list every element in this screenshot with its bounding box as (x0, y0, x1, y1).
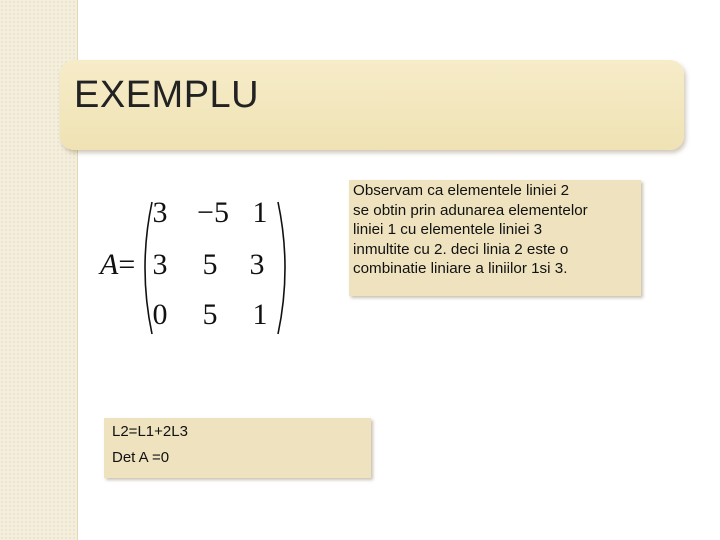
matrix-cell: 3 (249, 248, 265, 281)
note-line: liniei 1 cu elementele liniei 3 (353, 221, 543, 238)
matrix-cell: 3 (152, 196, 168, 229)
matrix-cell: 0 (152, 298, 168, 331)
note-line: combinatie liniare a liniilor 1si 3. (353, 260, 568, 277)
matrix-cell: 1 (252, 196, 268, 229)
matrix-cell: 3 (152, 248, 168, 281)
note-line: inmultite cu 2. deci linia 2 este o (353, 240, 569, 258)
explanation-note (349, 180, 641, 296)
title-banner (60, 60, 684, 150)
equals-sign: = (118, 248, 136, 281)
note-line: se obtin prin adunarea elementelor (353, 201, 588, 219)
note-line: Observam ca elementele liniei 2 (353, 182, 570, 199)
matrix-cell: 1 (252, 298, 268, 331)
matrix-cell: −5 (197, 196, 229, 229)
matrix-cell: 5 (202, 298, 218, 331)
matrix-cell: 5 (202, 248, 218, 281)
slide-title: EXEMPLU (74, 74, 260, 116)
formula-box (104, 418, 371, 478)
row-relation: L2=L1+2L3 (112, 423, 188, 440)
determinant-result: Det A =0 (112, 449, 170, 466)
matrix-equation (100, 196, 300, 340)
matrix-name: A (100, 248, 119, 281)
